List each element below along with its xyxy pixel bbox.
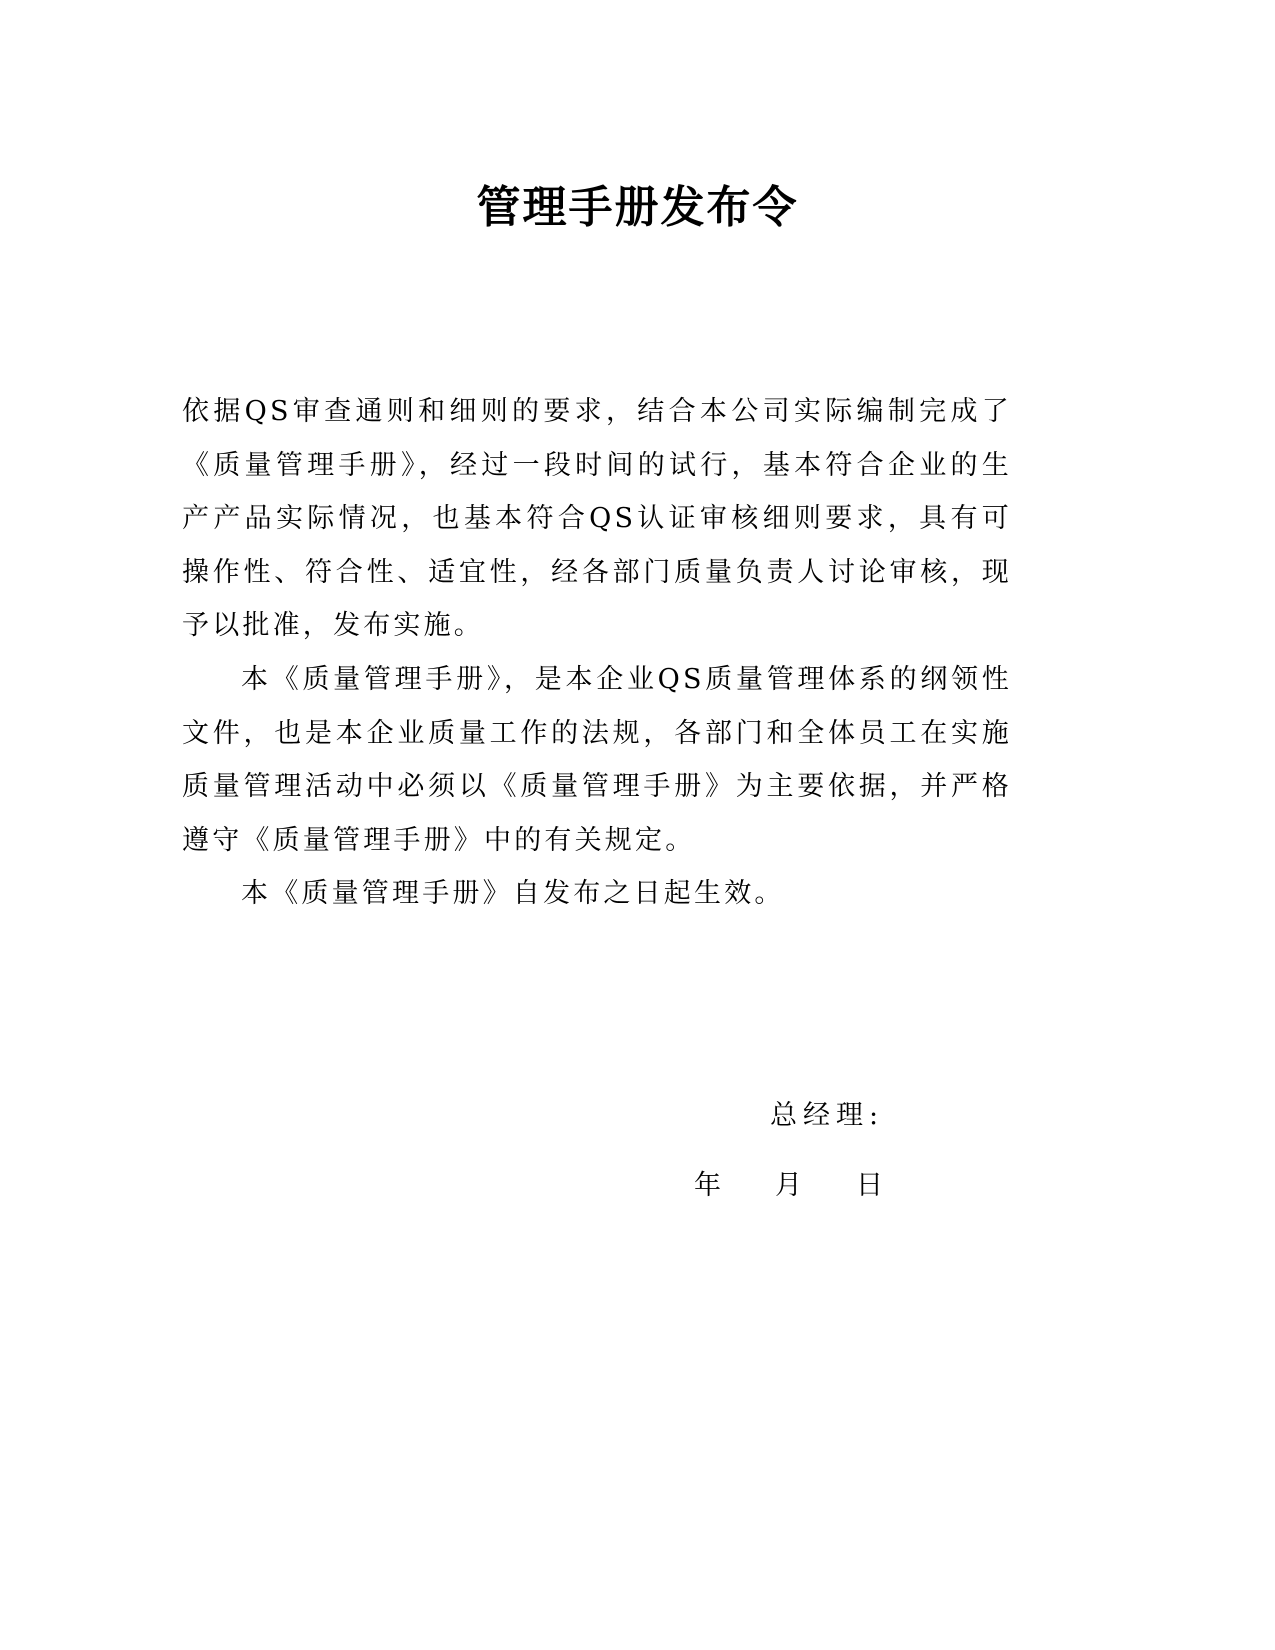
date-year-label: 年 xyxy=(694,1170,721,1201)
document-title: 管理手册发布令 xyxy=(476,182,799,233)
paragraph-basis: 依据QS审查通则和细则的要求，结合本公司实际编制完成了《质量管理手册》，经过一段时间的试行，基本符合企业的生产产品实际情况，也基本符合QS认证审核细则要求，具有可操作性、符合性、适宜性，经各部门质量负责人讨论审核，现予以批准，发布实施。 xyxy=(182,396,1012,642)
paragraph-effective-date: 本《质量管理手册》自发布之日起生效。 xyxy=(241,878,785,910)
date-line xyxy=(694,1168,883,1204)
signature-label: 总经理: xyxy=(770,1100,885,1131)
paragraph-manual-role: 本《质量管理手册》，是本企业QS质量管理体系的纲领性文件，也是本企业质量工作的法规，各部门和全体员工在实施质量管理活动中必须以《质量管理手册》为主要依据，并严格遵守《质量管理手册》中的有关规定。 xyxy=(182,663,1012,856)
date-day-label: 日 xyxy=(856,1170,883,1201)
date-month-label: 月 xyxy=(775,1170,802,1201)
document-body xyxy=(182,385,1012,921)
